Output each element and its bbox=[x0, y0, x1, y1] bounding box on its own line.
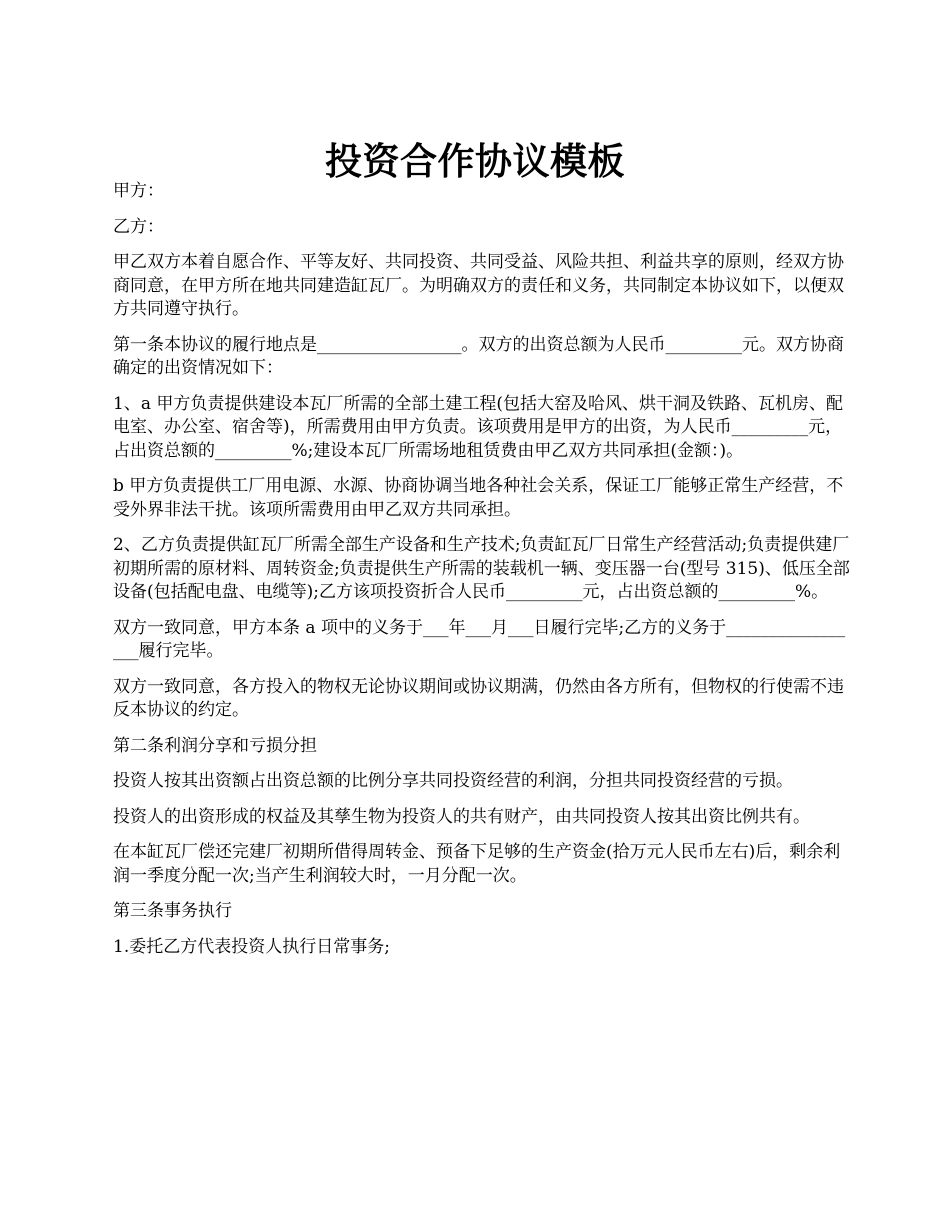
party-b-line: 乙方： bbox=[113, 216, 164, 237]
obligation-deadline-paragraph: 双方一致同意，甲方本条 a 项中的义务于___年___月___日履行完毕;乙方的义务于_________________履行完毕。 bbox=[113, 617, 846, 661]
article-1-paragraph: 第一条本协议的履行地点是_________________。双方的出资总额为人民币_________元。双方协商确定的出资情况如下： bbox=[113, 334, 844, 378]
clause-2-paragraph: 2、乙方负责提供缸瓦厂所需全部生产设备和生产技术;负责缸瓦厂日常生产经营活动;负责提供建厂初期所需的原材料、周转资金;负责提供生产所需的装载机一辆、变压器一台(型号 315)、低压全部设备(包括配电盘、电缆等);乙方该项投资折合人民币_________元，占出资总额的_________%。 bbox=[113, 535, 850, 602]
property-rights-paragraph: 双方一致同意，各方投入的物权无论协议期间或协议期满，仍然由各方所有，但物权的行使需不违反本协议的约定。 bbox=[113, 676, 844, 720]
joint-property-paragraph: 投资人的出资形成的权益及其孳生物为投资人的共有财产，由共同投资人按其出资比例共有。 bbox=[113, 806, 810, 827]
document-title: 投资合作协议模板 bbox=[325, 138, 625, 183]
document-body bbox=[113, 180, 853, 971]
article-3-heading: 第三条事务执行 bbox=[113, 901, 232, 921]
party-a-line: 甲方： bbox=[113, 181, 164, 201]
profit-sharing-paragraph: 投资人按其出资额占出资总额的比例分享共同投资经营的利润，分担共同投资经营的亏损。 bbox=[113, 771, 793, 791]
article-2-heading: 第二条利润分享和亏损分担 bbox=[113, 735, 317, 756]
preamble-paragraph: 甲乙双方本着自愿合作、平等友好、共同投资、共同受益、风险共担、利益共享的原则，经双方协商同意，在甲方所在地共同建造缸瓦厂。为明确双方的责任和义务，共同制定本协议如下，以便双方共同遵守执行。 bbox=[113, 252, 844, 319]
clause-1a-paragraph: 1、a 甲方负责提供建设本瓦厂所需的全部土建工程(包括大窑及哈风、烘干洞及铁路、瓦机房、配电室、办公室、宿舍等)，所需费用由甲方负责。该项费用是甲方的出资，为人民币_________元，占出资总额的_________%;建设本瓦厂所需场地租赁费由甲乙双方共同承担(金额：)。 bbox=[113, 393, 843, 461]
execution-item-1: 1.委托乙方代表投资人执行日常事务; bbox=[113, 936, 390, 957]
profit-distribution-paragraph: 在本缸瓦厂偿还完建厂初期所借得周转金、预备下足够的生产资金(拾万元人民币左右)后，剩余利润一季度分配一次;当产生利润较大时，一月分配一次。 bbox=[113, 842, 841, 886]
clause-1b-paragraph: b 甲方负责提供工厂用电源、水源、协商协调当地各种社会关系，保证工厂能够正常生产经营，不受外界非法干扰。该项所需费用由甲乙双方共同承担。 bbox=[113, 476, 844, 520]
